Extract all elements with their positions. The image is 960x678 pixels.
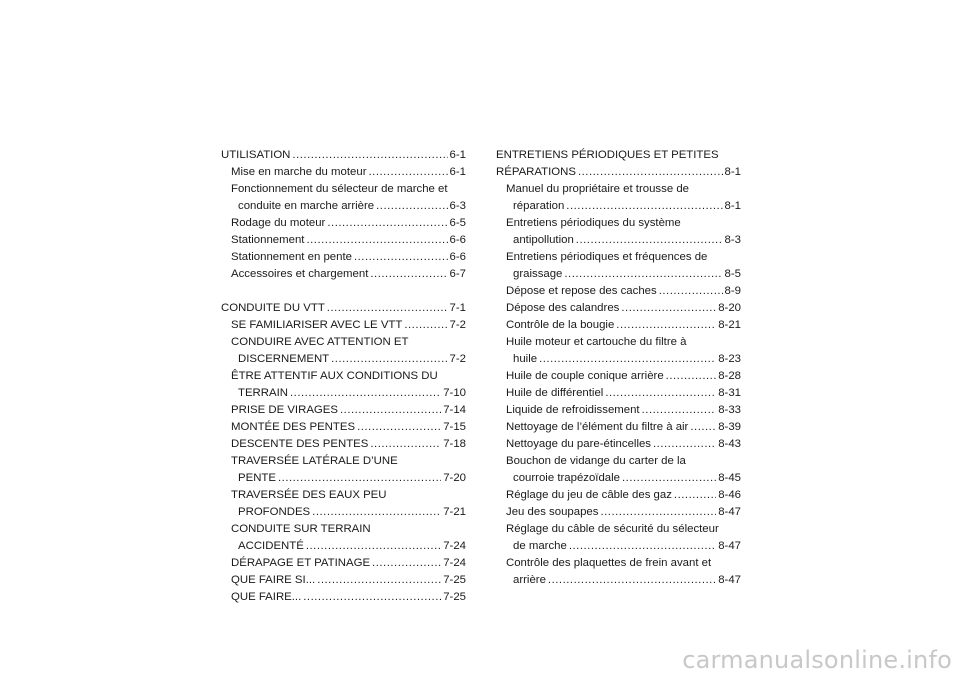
dot-leader (303, 589, 441, 606)
toc-entry-text: Réglage du câble de sécurité du sélecteur (506, 523, 719, 535)
toc-entry-text: SE FAMILIARISER AVEC LE VTT (231, 319, 403, 331)
toc-entry-text: graissage (513, 268, 563, 280)
toc-entry-text: PROFONDES (238, 506, 311, 518)
toc-entry-page: 7-10 (443, 387, 466, 399)
toc-entry-page: 8-5 (724, 268, 741, 280)
toc-entry-text: UTILISATION (221, 149, 291, 161)
toc-entry-text: de marche (513, 540, 567, 552)
toc-entry (221, 351, 466, 368)
toc-entry-text: Huile de différentiel (506, 387, 604, 399)
toc-entry-page: 8-21 (718, 319, 741, 331)
toc-entry (496, 164, 741, 181)
dot-leader (578, 164, 723, 181)
toc-entry-text: Nettoyage de l’élément du filtre à air (506, 421, 689, 433)
toc-entry-page: 8-46 (718, 489, 741, 501)
toc-entry-text: conduite en marche arrière (238, 200, 375, 212)
toc-entry-text: Fonctionnement du sélecteur de marche et (231, 183, 448, 195)
toc-entry-text: Bouchon de vidange du carter de la (506, 455, 686, 467)
dot-leader (404, 317, 447, 334)
dot-leader (376, 198, 447, 215)
toc-entry-page: 8-1 (724, 200, 741, 212)
toc-entry-continued (221, 334, 466, 351)
toc-entry-continued (496, 181, 741, 198)
toc-entry (496, 538, 741, 555)
toc-entry-text: Contrôle de la bougie (506, 319, 615, 331)
toc-entry-text: huile (513, 353, 538, 365)
toc-column-right (496, 147, 741, 589)
toc-entry (221, 249, 466, 266)
toc-entry-page: 8-39 (718, 421, 741, 433)
toc-entry-page: 8-43 (718, 438, 741, 450)
toc-entry-text: ENTRETIENS PÉRIODIQUES ET PETITES (496, 149, 719, 161)
toc-entry-page: 7-21 (443, 506, 466, 518)
toc-entry (496, 436, 741, 453)
toc-entry (221, 198, 466, 215)
dot-leader (327, 300, 448, 317)
toc-entry-text: CONDUITE SUR TERRAIN (231, 523, 371, 535)
toc-entry-text: Liquide de refroidissement (506, 404, 640, 416)
toc-entry (221, 147, 466, 164)
toc-entry-text: Manuel du propriétaire et trousse de (506, 183, 689, 195)
dot-leader (690, 419, 716, 436)
toc-entry-page: 8-1 (724, 166, 741, 178)
toc-entry-text: Accessoires et chargement (231, 268, 369, 280)
toc-entry-text: QUE FAIRE... (231, 591, 302, 603)
toc-entry-page: 8-33 (718, 404, 741, 416)
toc-entry-continued (496, 215, 741, 232)
toc-entry-text: TERRAIN (238, 387, 288, 399)
dot-leader (600, 504, 716, 521)
dot-leader (370, 266, 447, 283)
dot-leader (290, 385, 441, 402)
toc-entry (496, 266, 741, 283)
toc-entry-page: 6-1 (449, 166, 466, 178)
toc-entry-text: Huile moteur et cartouche du filtre à (506, 336, 687, 348)
toc-entry-text: QUE FAIRE SI... (231, 574, 316, 586)
toc-entry-continued (496, 147, 741, 164)
dot-leader (622, 470, 716, 487)
dot-leader (278, 470, 441, 487)
toc-entry-continued (221, 521, 466, 538)
toc-entry-text: Stationnement (231, 234, 305, 246)
toc-entry-page: 7-14 (443, 404, 466, 416)
toc-entry-page: 8-47 (718, 506, 741, 518)
toc-entry (496, 368, 741, 385)
toc-entry-text: DISCERNEMENT (238, 353, 330, 365)
toc-entry (496, 487, 741, 504)
toc-entry-page: 7-25 (443, 574, 466, 586)
toc-entry (221, 402, 466, 419)
dot-leader (368, 164, 447, 181)
dot-leader (317, 572, 441, 589)
toc-entry-text: CONDUIRE AVEC ATTENTION ET (231, 336, 409, 348)
toc-entry-page: 7-2 (449, 319, 466, 331)
toc-entry (496, 300, 741, 317)
toc-entry-page: 6-1 (449, 149, 466, 161)
toc-entry-page: 7-18 (443, 438, 466, 450)
toc-entry-continued (221, 368, 466, 385)
dot-leader (666, 368, 717, 385)
toc-entry-text: TRAVERSÉE LATÉRALE D’UNE (231, 455, 398, 467)
toc-entry-text: MONTÉE DES PENTES (231, 421, 356, 433)
toc-entry-page: 8-3 (724, 234, 741, 246)
toc-entry (496, 419, 741, 436)
toc-entry-text: PENTE (238, 472, 276, 484)
dot-leader (327, 215, 447, 232)
dot-leader (372, 555, 441, 572)
dot-leader (312, 504, 441, 521)
toc-entry-page: 8-23 (718, 353, 741, 365)
toc-entry-text: Rodage du moteur (231, 217, 326, 229)
dot-leader (653, 436, 716, 453)
toc-entry (496, 402, 741, 419)
toc-entry-page: 8-47 (718, 540, 741, 552)
toc-entry (221, 419, 466, 436)
toc-entry (496, 351, 741, 368)
dot-leader (331, 351, 447, 368)
toc-entry-text: Stationnement en pente (231, 251, 352, 263)
toc-entry-page: 7-1 (449, 302, 466, 314)
toc-entry-text: ÊTRE ATTENTIF AUX CONDITIONS DU (231, 370, 438, 382)
toc-entry-text: Dépose des calandres (506, 302, 620, 314)
toc-entry-text: réparation (513, 200, 565, 212)
toc-entry-text: Jeu des soupapes (506, 506, 599, 518)
watermark: carmanualsonline.info (682, 646, 952, 674)
toc-entry-continued (496, 453, 741, 470)
toc-entry-text: antipollution (513, 234, 574, 246)
toc-entry-text: RÉPARATIONS (496, 166, 576, 178)
toc-entry (221, 232, 466, 249)
toc-entry-text: Entretiens périodiques du système (506, 217, 681, 229)
toc-entry (221, 436, 466, 453)
toc-entry (496, 232, 741, 249)
toc-entry-text: arrière (513, 574, 546, 586)
toc-entry-page: 8-9 (724, 285, 741, 297)
toc-entry-page: 8-31 (718, 387, 741, 399)
toc-entry-page: 6-3 (449, 200, 466, 212)
toc-entry (221, 164, 466, 181)
dot-leader (539, 351, 716, 368)
toc-entry-page: 6-6 (449, 234, 466, 246)
dot-leader (621, 300, 716, 317)
toc-entry-page: 8-47 (718, 574, 741, 586)
toc-entry (221, 317, 466, 334)
dot-leader (370, 436, 441, 453)
dot-leader (674, 487, 716, 504)
toc-entry-text: DÉRAPAGE ET PATINAGE (231, 557, 371, 569)
toc-entry-text: Dépose et repose des caches (506, 285, 657, 297)
toc-entry-continued (221, 453, 466, 470)
toc-entry-page: 7-24 (443, 540, 466, 552)
dot-leader (548, 572, 716, 589)
toc-entry (221, 300, 466, 317)
toc-entry (221, 215, 466, 232)
dot-leader (576, 232, 723, 249)
toc-entry-continued (496, 334, 741, 351)
toc-entry-continued (496, 521, 741, 538)
toc-entry-page: 6-7 (449, 268, 466, 280)
toc-entry-text: Entretiens périodiques et fréquences de (506, 251, 708, 263)
toc-entry (221, 385, 466, 402)
dot-leader (357, 419, 441, 436)
dot-leader (642, 402, 717, 419)
dot-leader (354, 249, 448, 266)
toc-entry-page: 8-20 (718, 302, 741, 314)
toc-entry (496, 470, 741, 487)
toc-entry-page: 7-15 (443, 421, 466, 433)
toc-entry-page: 6-6 (449, 251, 466, 263)
toc-entry-page: 6-5 (449, 217, 466, 229)
toc-entry-page: 7-25 (443, 591, 466, 603)
toc-entry-text: Nettoyage du pare-étincelles (506, 438, 652, 450)
toc-entry-text: Mise en marche du moteur (231, 166, 367, 178)
toc-entry-continued (496, 555, 741, 572)
toc-entry (221, 266, 466, 283)
toc-entry-continued (496, 249, 741, 266)
toc-entry-page: 7-2 (449, 353, 466, 365)
toc-entry (496, 283, 741, 300)
toc-entry-continued (221, 487, 466, 504)
toc-entry-page: 7-20 (443, 472, 466, 484)
dot-leader (616, 317, 716, 334)
toc-entry-text: PRISE DE VIRAGES (231, 404, 338, 416)
dot-leader (340, 402, 441, 419)
toc-entry-page: 8-45 (718, 472, 741, 484)
toc-entry (496, 317, 741, 334)
dot-leader (605, 385, 716, 402)
toc-entry-text: Réglage du jeu de câble des gaz (506, 489, 672, 501)
dot-leader (659, 283, 723, 300)
toc-entry-page: 8-28 (718, 370, 741, 382)
toc-entry (496, 198, 741, 215)
toc-entry-text: DESCENTE DES PENTES (231, 438, 369, 450)
toc-entry (496, 385, 741, 402)
toc-entry (221, 470, 466, 487)
dot-leader (306, 538, 441, 555)
toc-entry-text: Contrôle des plaquettes de frein avant et (506, 557, 712, 569)
dot-leader (566, 198, 722, 215)
toc-column-left (221, 147, 466, 606)
toc-entry (221, 555, 466, 572)
toc-entry (496, 572, 741, 589)
dot-leader (306, 232, 447, 249)
toc-entry-text: CONDUITE DU VTT (221, 302, 325, 314)
dot-leader (292, 147, 447, 164)
toc-entry-continued (221, 181, 466, 198)
dot-leader (564, 266, 722, 283)
toc-entry-text: courroie trapézoïdale (513, 472, 621, 484)
toc-entry (221, 538, 466, 555)
toc-entry (496, 504, 741, 521)
toc-entry-text: Huile de couple conique arrière (506, 370, 664, 382)
toc-entry-text: TRAVERSÉE DES EAUX PEU (231, 489, 387, 501)
toc-entry-text: ACCIDENTÉ (238, 540, 304, 552)
toc-entry (221, 589, 466, 606)
toc-entry (221, 504, 466, 521)
toc-entry-page: 7-24 (443, 557, 466, 569)
dot-leader (569, 538, 716, 555)
toc-entry (221, 572, 466, 589)
